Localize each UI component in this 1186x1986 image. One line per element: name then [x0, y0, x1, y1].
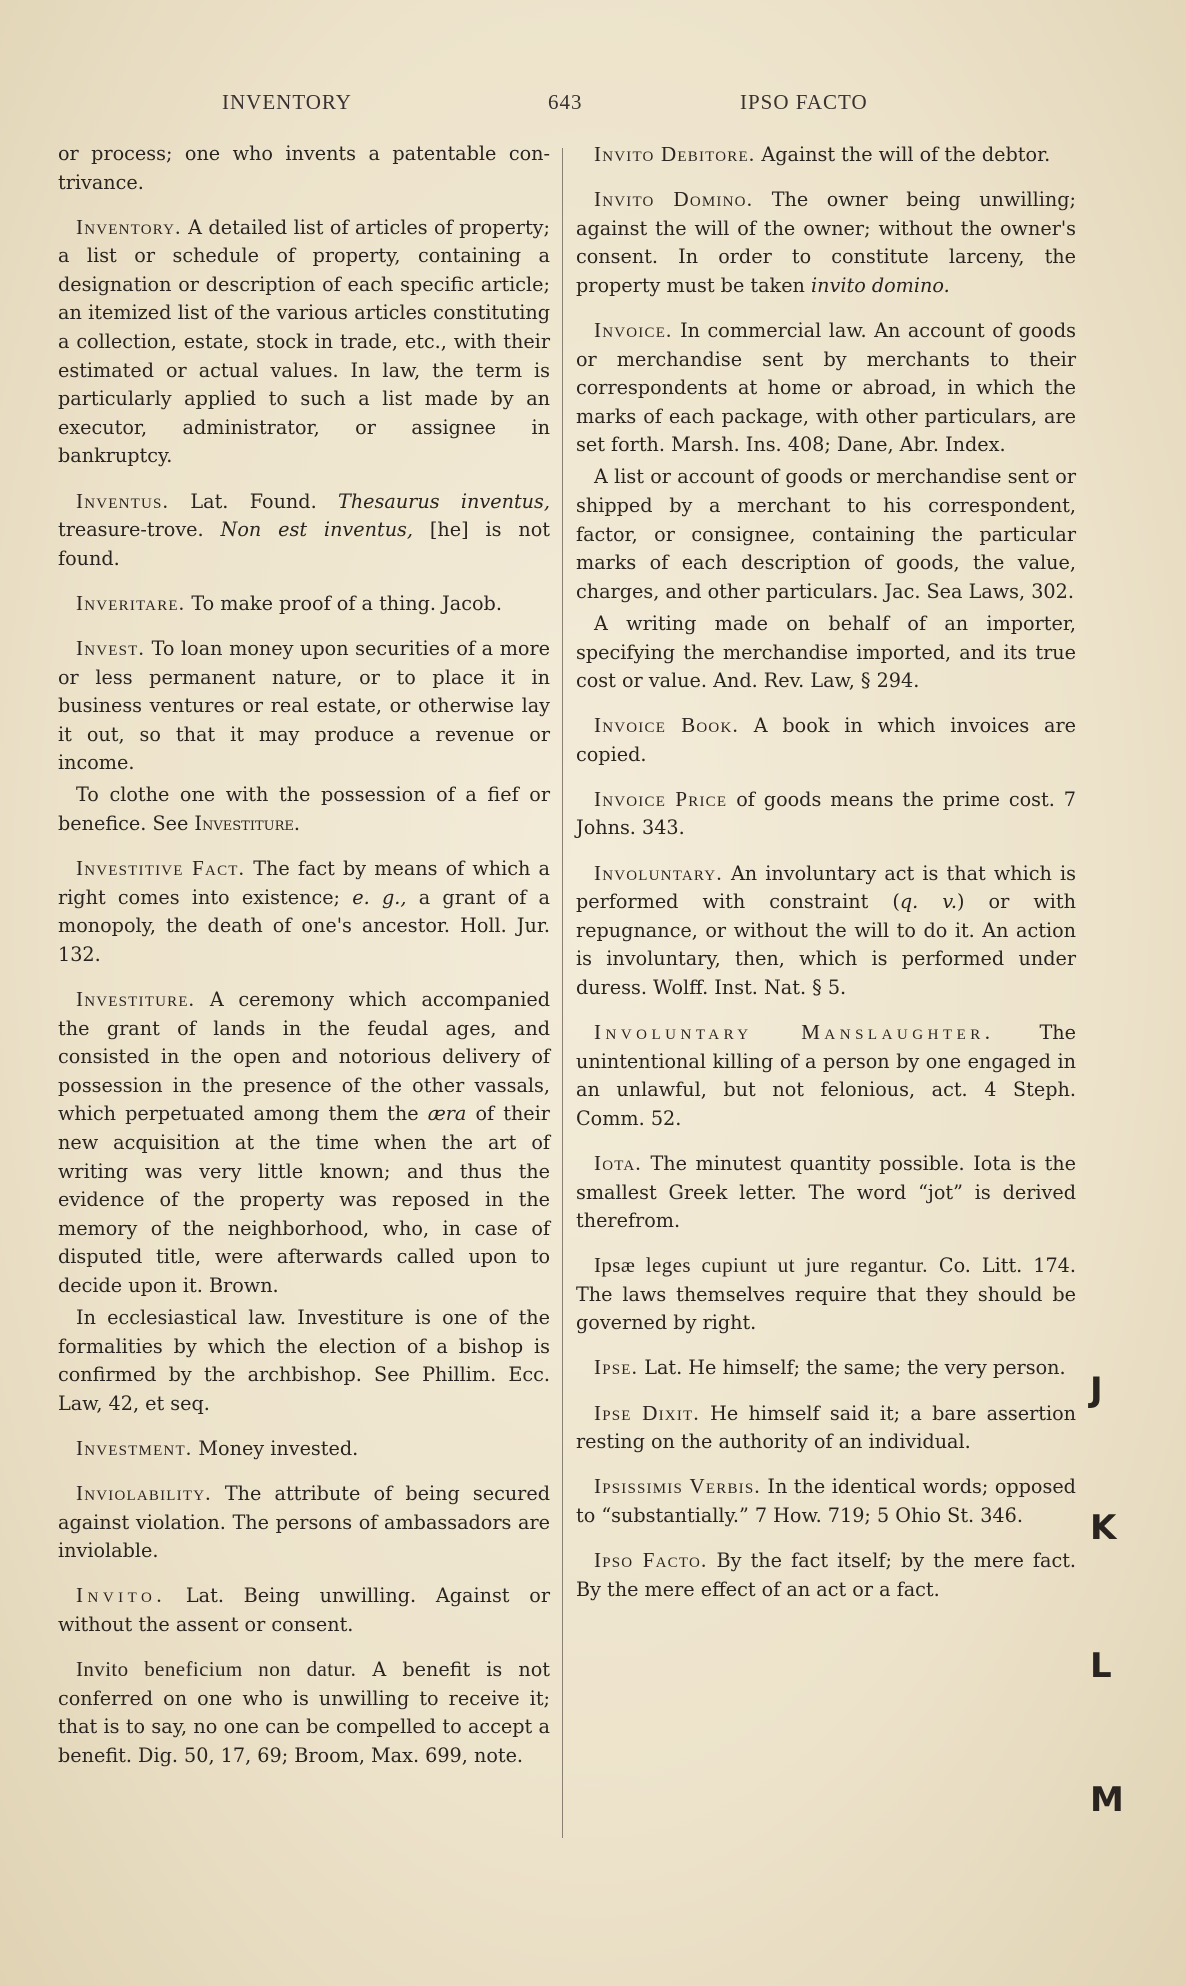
- entry-inviolability: Inviolability. The attribute of being secured against violation. The persons of ambassadors are inviolable.: [58, 1480, 550, 1563]
- entry-invest: Invest. To loan money upon securities of a more or less permanent nature, or to place it in business ventures or real estate, or otherwise lay it out, so that it may produce a revenue or income.: [58, 635, 550, 775]
- entry-invoice-sense-3: A writing made on behalf of an importer, specifying the merchandise imported, and its true cost or value. And. Rev. Law, § 294.: [576, 611, 1076, 693]
- entry-invito-domino: Invito Domino. The owner being unwilling; against the will of the owner; without the owner's consent. In order to constitute larceny, the property must be taken invito domino.: [576, 187, 1076, 297]
- page-number: 643: [548, 90, 583, 114]
- entry-ipsissimis-verbis: Ipsissimis Verbis. In the identical words; opposed to “substantially.” 7 How. 719; 5 Ohio St. 346.: [576, 1474, 1076, 1527]
- left-column: [58, 140, 550, 1786]
- entry-invoice: Invoice. In commercial law. An account of goods or merchandise sent by merchants to their correspondents at home or abroad, in which the marks of each package, with other particulars, are set forth. Marsh. Ins. 408; Dane, Abr. Index.: [576, 317, 1076, 457]
- headword: Involuntary Manslaughter.: [594, 1020, 995, 1045]
- headword: Invest.: [76, 635, 145, 660]
- entry-investiture-sense-2: In ecclesiastical law. Investiture is one of the formalities by which the election of a bishop is confirmed by the archbishop. See Phillim. Ecc. Law, 42, et seq.: [58, 1305, 550, 1415]
- entry-invest-sense-2: To clothe one with the possession of a fief or benefice. See Investiture.: [58, 783, 550, 835]
- entry-ipso-facto: Ipso Facto. By the fact itself; by the mere fact. By the mere effect of an act or a fact.: [576, 1547, 1077, 1601]
- headword: Iota.: [594, 1150, 642, 1175]
- column-divider: [562, 148, 563, 1838]
- headword: Ipso Facto.: [594, 1547, 708, 1572]
- entry-ipse: Ipse. Lat. He himself; the same; the very person.: [594, 1355, 1066, 1380]
- headword: Inviolability.: [76, 1480, 212, 1505]
- entry-invito-debitore: Invito Debitore. Against the will of the debtor.: [594, 142, 1051, 166]
- entry-invoice-sense-2: A list or account of goods or merchandise sent or shipped by a merchant to his correspondent, factor, or consignee, containing the particular marks of each description of goods, the value, charges, and other particulars. Jac. Sea Laws, 302.: [576, 465, 1076, 603]
- entry-inventus: Inventus. Lat. Found. Thesaurus inventus, treasure-trove. Non est inventus, [he] is not found.: [58, 488, 550, 570]
- headword: Investiture.: [76, 986, 196, 1011]
- thumb-index-l[interactable]: L: [1090, 1646, 1112, 1686]
- running-head: [0, 90, 1186, 120]
- headword: Invito Debitore.: [594, 142, 756, 166]
- thumb-index-j[interactable]: J: [1090, 1370, 1103, 1410]
- entry-ipse-dixit: Ipse Dixit. He himself said it; a bare assertion resting on the authority of an individual.: [576, 1400, 1076, 1454]
- headword: Invito Domino.: [594, 187, 754, 212]
- headword: Investitive Fact.: [76, 856, 246, 881]
- headword: Involuntary.: [594, 860, 723, 885]
- entry-ipsae-leges: Ipsæ leges cupiunt ut jure regantur. Co. Litt. 174. The laws themselves require that they should be governed by right.: [576, 1253, 1076, 1335]
- guide-word-left: INVENTORY: [222, 90, 352, 114]
- headword-maxim: Ipsæ leges cupiunt ut jure regantur.: [594, 1253, 928, 1278]
- headword: Invoice Book.: [594, 713, 739, 738]
- entry-involuntary: Involuntary. An involuntary act is that which is performed with constraint (q. v.) or with repugnance, or without the will to do it. An action is involuntary, then, which is performed under duress. Wolff. Inst. Nat. § 5.: [576, 860, 1077, 999]
- headword: Invoice.: [594, 317, 673, 342]
- entry-continuation: or process; one who invents a patentable con-trivance.: [58, 142, 550, 194]
- entry-invoice-book: Invoice Book. A book in which invoices are copied.: [576, 713, 1076, 766]
- entry-inventory: Inventory. A detailed list of articles of property; a list or schedule of property, containing a designation or description of each specific article; an itemized list of the various articles constituting a collection, estate, stock in trade, etc., with their estimated or actual values. In law, the term is particularly applied to such a list made by an executor, administrator, or assignee in bankruptcy.: [58, 214, 550, 468]
- entry-inveritare: Inveritare. To make proof of a thing. Jacob.: [76, 590, 502, 615]
- headword: Inveritare.: [76, 590, 186, 615]
- entry-investitive-fact: Investitive Fact. The fact by means of which a right comes into existence; e. g., a grant of a monopoly, the death of one's ancestor. Holl. Jur. 132.: [58, 856, 550, 966]
- headword: Investment.: [76, 1435, 193, 1460]
- headword: Inventory.: [76, 214, 182, 239]
- headword: Ipse.: [594, 1355, 639, 1380]
- cross-reference: Investiture.: [194, 811, 300, 835]
- right-column: [576, 140, 1076, 1620]
- headword: Ipsissimis Verbis.: [594, 1474, 761, 1499]
- entry-involuntary-manslaughter: Involuntary Manslaughter. The unintentional killing of a person by one engaged in an unlawful, but not felonious, act. 4 Steph. Comm. 52.: [576, 1020, 1076, 1130]
- entry-investment: Investment. Money invested.: [76, 1435, 359, 1460]
- entry-invito: Invito. Lat. Being unwilling. Against or without the assent or consent.: [58, 1583, 550, 1636]
- thumb-index-m[interactable]: M: [1090, 1780, 1124, 1820]
- headword: Invito.: [76, 1583, 167, 1608]
- entry-investiture: Investiture. A ceremony which accompanied the grant of lands in the feudal ages, and consisted in the open and notorious delivery of possession in the presence of the other vassals, which perpetuated among them the æra of their new acquisition at the time when the art of writing was very little known; and thus the evidence of the property was reposed in the memory of the neighborhood, who, in case of disputed title, were afterwards called upon to decide upon it. Brown.: [58, 986, 550, 1297]
- headword: Inventus.: [76, 488, 170, 513]
- headword-maxim: Invito beneficium non datur.: [76, 1656, 357, 1681]
- headword: Ipse Dixit.: [594, 1400, 700, 1425]
- guide-word-right: IPSO FACTO: [740, 90, 868, 114]
- headword: Invoice Price: [594, 786, 728, 811]
- entry-invito-beneficium: Invito beneficium non datur. A benefit is not conferred on one who is unwilling to receive it; that is to say, no one can be compelled to accept a benefit. Dig. 50, 17, 69; Broom, Max. 699, note.: [58, 1656, 550, 1767]
- thumb-index-k[interactable]: K: [1090, 1508, 1117, 1548]
- entry-invoice-price: Invoice Price of goods means the prime cost. 7 Johns. 343.: [576, 786, 1077, 840]
- entry-iota: Iota. The minutest quantity possible. Iota is the smallest Greek letter. The word “jot” is derived therefrom.: [576, 1150, 1076, 1233]
